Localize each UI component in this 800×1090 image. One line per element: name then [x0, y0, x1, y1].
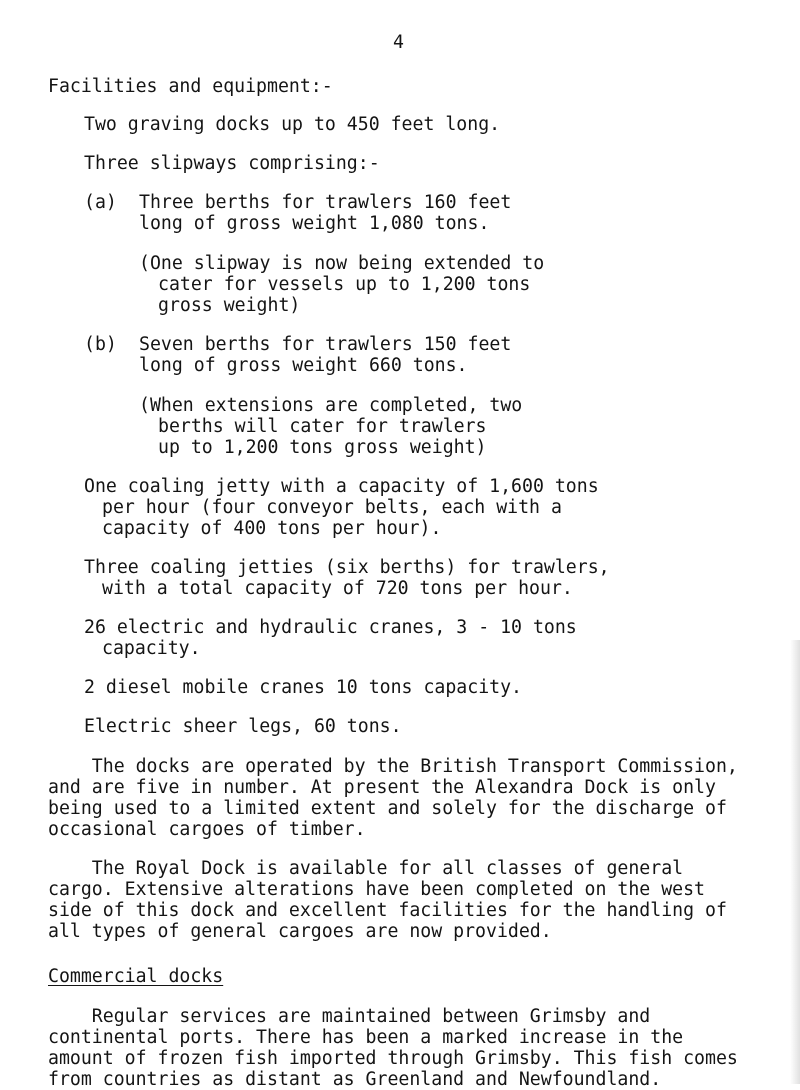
item-b-label: (b) [84, 334, 117, 355]
item-a-line: long of gross weight 1,080 tons. [139, 213, 490, 234]
cranes-line: capacity. [102, 638, 201, 659]
page-edge-shadow [790, 640, 800, 1084]
graving-docks-item: Two graving docks up to 450 feet long. [84, 114, 501, 135]
page-number: 4 [393, 32, 404, 53]
item-a-line: Three berths for trawlers 160 feet [139, 192, 512, 213]
commercial-docks-heading: Commercial docks [48, 966, 224, 987]
item-b-note-line: (When extensions are completed, two [139, 395, 523, 416]
docks-paragraph-line: The docks are operated by the British Transport Commission, [48, 756, 738, 777]
section-heading: Facilities and equipment:- [48, 76, 333, 97]
item-b-note-line: up to 1,200 tons gross weight) [158, 437, 487, 458]
royal-dock-paragraph-line: The Royal Dock is available for all classes of general [48, 858, 684, 879]
diesel-cranes-item: 2 diesel mobile cranes 10 tons capacity. [84, 677, 522, 698]
docks-paragraph-line: and are five in number. At present the Alexandra Dock is only [48, 777, 716, 798]
docks-paragraph-line: occasional cargoes of timber. [48, 819, 366, 840]
commercial-paragraph-line: amount of frozen fish imported through Grimsby. This fish comes [48, 1048, 738, 1069]
slipways-intro: Three slipways comprising:- [84, 153, 380, 174]
item-a-note-line: (One slipway is now being extended to [139, 253, 545, 274]
coaling-jetties-line: Three coaling jetties (six berths) for trawlers, [84, 557, 610, 578]
commercial-paragraph-line: Regular services are maintained between Grimsby and [48, 1006, 651, 1027]
commercial-paragraph-line: from countries as distant as Greenland and Newfoundland. [48, 1069, 662, 1090]
coaling-jetties-line: with a total capacity of 720 tons per hour. [102, 578, 573, 599]
item-b-note-line: berths will cater for trawlers [158, 416, 487, 437]
royal-dock-paragraph-line: all types of general cargoes are now provided. [48, 921, 552, 942]
item-a-note-line: cater for vessels up to 1,200 tons [158, 274, 531, 295]
coaling-jetty-line: per hour (four conveyor belts, each with a [102, 497, 562, 518]
coaling-jetty-line: capacity of 400 tons per hour). [102, 518, 442, 539]
commercial-paragraph-line: continental ports. There has been a marked increase in the [48, 1027, 684, 1048]
royal-dock-paragraph-line: side of this dock and excellent facilities for the handling of [48, 900, 727, 921]
coaling-jetty-line: One coaling jetty with a capacity of 1,600 tons [84, 476, 599, 497]
item-b-line: Seven berths for trawlers 150 feet [139, 334, 512, 355]
item-b-line: long of gross weight 660 tons. [139, 355, 468, 376]
docks-paragraph-line: being used to a limited extent and solely for the discharge of [48, 798, 727, 819]
royal-dock-paragraph-line: cargo. Extensive alterations have been completed on the west [48, 879, 705, 900]
item-a-note-line: gross weight) [158, 295, 301, 316]
cranes-line: 26 electric and hydraulic cranes, 3 - 10 tons [84, 617, 577, 638]
sheer-legs-item: Electric sheer legs, 60 tons. [84, 716, 402, 737]
item-a-label: (a) [84, 192, 117, 213]
